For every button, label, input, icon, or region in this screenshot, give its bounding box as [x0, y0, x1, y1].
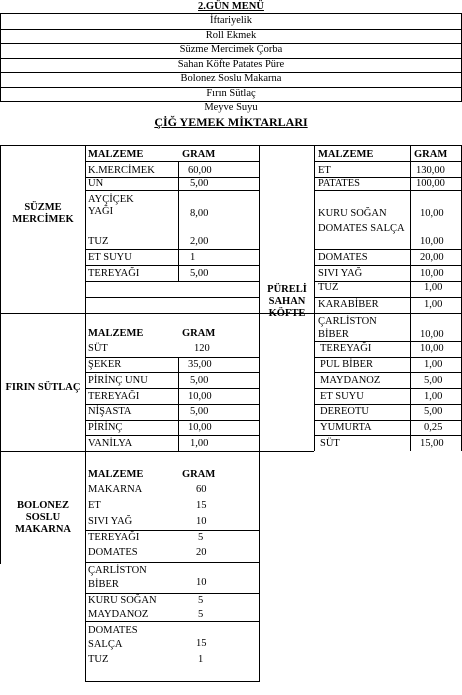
- rule: [85, 281, 259, 282]
- ingredient-cell: SIVI YAĞ: [318, 268, 363, 279]
- gram-cell: 5,00: [190, 406, 209, 417]
- rule: [85, 161, 259, 162]
- gram-cell: 0,25: [424, 422, 443, 433]
- ingredient-cell: DOMATES SALÇA: [318, 223, 405, 234]
- gram-cell: 15: [196, 638, 207, 649]
- gram-cell: 5,00: [190, 375, 209, 386]
- gram-cell: 10,00: [188, 422, 212, 433]
- gram-cell: 120: [194, 343, 210, 354]
- gram-cell: 10: [196, 516, 207, 527]
- ingredient-cell: DEREOTU: [320, 406, 369, 417]
- ingredient-cell: TUZ: [88, 654, 109, 665]
- ingredient-cell: TEREYAĞI: [88, 391, 140, 402]
- gram-cell: 5: [198, 595, 204, 606]
- gram-cell: 10: [196, 577, 207, 588]
- ingredient-cell: UN: [88, 178, 104, 189]
- ingredient-cell: TEREYAĞI: [320, 343, 372, 354]
- gram-cell: 15,00: [420, 438, 444, 449]
- rule: [314, 249, 461, 250]
- gram-cell: 1: [198, 654, 204, 665]
- menu-item: Fırın Sütlaç: [206, 88, 256, 99]
- rule: [314, 420, 461, 421]
- ingredient-cell: TEREYAĞI: [88, 268, 140, 279]
- section-name-firin: FIRIN SÜTLAÇ: [5, 382, 81, 393]
- gram-cell: 8,00: [190, 208, 209, 219]
- rule: [314, 190, 461, 191]
- ingredient-cell: ŞEKER: [88, 359, 122, 370]
- menu-item: Roll Ekmek: [205, 30, 257, 41]
- gram-cell: 5,00: [424, 406, 443, 417]
- rule: [85, 593, 259, 594]
- ingredient-cell: MAKARNA: [88, 484, 143, 495]
- rule: [314, 357, 461, 358]
- ingredient-cell: KARABİBER: [318, 299, 379, 310]
- gram-cell: 10,00: [420, 208, 444, 219]
- rule: [0, 313, 462, 314]
- gram-cell: 100,00: [416, 178, 445, 189]
- rule: [85, 357, 259, 358]
- ingredient-cell: AYÇİÇEK YAĞI: [88, 194, 134, 217]
- rule: [85, 145, 86, 681]
- ingredient-cell: ET: [318, 165, 331, 176]
- ingredient-cell: TEREYAĞI: [88, 532, 140, 543]
- ingredient-cell: KURU SOĞAN: [88, 595, 157, 606]
- ingredient-cell: ÇARLİSTON BİBER: [88, 565, 147, 590]
- menu-item: Meyve Suyu: [204, 102, 258, 113]
- header-gram: GRAM: [182, 469, 216, 480]
- ingredient-cell: PİRİNÇ UNU: [88, 375, 148, 386]
- ingredient-cell: ET SUYU: [88, 252, 132, 263]
- ingredient-cell: MAYDANOZ: [320, 375, 381, 386]
- ingredient-cell: ET: [88, 500, 101, 511]
- ingredient-cell: DOMATES: [88, 547, 138, 558]
- gram-cell: 1,00: [190, 438, 209, 449]
- gram-cell: 10,00: [188, 391, 212, 402]
- ingredient-cell: YUMURTA: [320, 422, 372, 433]
- header-gram: GRAM: [414, 149, 448, 160]
- header-ingredient: MALZEME: [88, 149, 144, 160]
- rule: [85, 420, 259, 421]
- header-ingredient: MALZEME: [318, 149, 374, 160]
- ingredient-cell: KURU SOĞAN: [318, 208, 387, 219]
- ingredient-cell: DOMATES: [318, 252, 368, 263]
- header-gram: GRAM: [182, 328, 216, 339]
- menu-item: Bolonez Soslu Makarna: [180, 73, 282, 84]
- gram-cell: 10,00: [420, 268, 444, 279]
- ingredient-cell: VANİLYA: [88, 438, 133, 449]
- rule: [85, 177, 259, 178]
- ingredient-cell: TUZ: [318, 282, 339, 293]
- rule: [314, 161, 461, 162]
- gram-cell: 60,00: [188, 165, 212, 176]
- rule: [85, 249, 259, 250]
- menu-item: İftariyelik: [210, 15, 252, 26]
- rule: [85, 388, 259, 389]
- rule: [314, 265, 461, 266]
- ingredient-cell: MAYDANOZ: [88, 609, 149, 620]
- header-gram: GRAM: [182, 149, 216, 160]
- gram-cell: 1: [190, 252, 196, 263]
- ingredient-cell: ÇARLİSTON BİBER: [318, 316, 377, 340]
- ingredient-cell: ET SUYU: [320, 391, 364, 402]
- ingredient-cell: TUZ: [88, 236, 109, 247]
- ingredient-cell: PUL BİBER: [320, 359, 373, 370]
- gram-cell: 5: [198, 609, 204, 620]
- gram-cell: 5,00: [190, 178, 209, 189]
- rule: [85, 404, 259, 405]
- rule: [85, 681, 260, 682]
- gram-cell: 35,00: [188, 359, 212, 370]
- gram-cell: 1,00: [424, 391, 443, 402]
- rule: [85, 530, 259, 531]
- gram-cell: 10,00: [420, 236, 444, 247]
- ingredient-cell: NİŞASTA: [88, 406, 132, 417]
- rule: [85, 372, 259, 373]
- rule: [85, 265, 259, 266]
- ingredient-cell: K.MERCİMEK: [88, 165, 155, 176]
- rule: [314, 341, 461, 342]
- rule: [85, 297, 259, 298]
- rule: [314, 372, 461, 373]
- rule: [85, 435, 259, 436]
- gram-cell: 20: [196, 547, 207, 558]
- header-ingredient: MALZEME: [88, 469, 144, 480]
- gram-cell: 2,00: [190, 236, 209, 247]
- ingredient-cell: SIVI YAĞ: [88, 516, 133, 527]
- gram-cell: 15: [196, 500, 207, 511]
- gram-cell: 10,00: [420, 329, 444, 340]
- gram-cell: 5,00: [190, 268, 209, 279]
- rule: [314, 404, 461, 405]
- ingredient-cell: PİRİNÇ: [88, 422, 123, 433]
- section-name-suzme: SÜZME MERCİMEK: [12, 202, 74, 225]
- gram-cell: 5,00: [424, 375, 443, 386]
- gram-cell: 130,00: [416, 165, 445, 176]
- menu-item: Sahan Köfte Patates Püre: [177, 59, 285, 70]
- section-name-kofte: PÜRELİ SAHAN KÖFTE: [267, 284, 307, 319]
- gram-cell: 60: [196, 484, 207, 495]
- rule: [178, 161, 179, 281]
- ingredient-cell: PATATES: [318, 178, 360, 189]
- rule: [85, 621, 259, 622]
- rule: [314, 388, 461, 389]
- gram-cell: 1,00: [424, 299, 443, 310]
- ingredient-cell: DOMATES SALÇA: [88, 625, 138, 650]
- rule: [0, 145, 462, 146]
- ingredient-cell: SÜT: [88, 343, 108, 354]
- rule: [314, 435, 461, 436]
- rule: [314, 297, 461, 298]
- rule: [0, 451, 314, 452]
- menu-item: Süzme Mercimek Çorba: [179, 44, 283, 55]
- gram-cell: 1,00: [424, 282, 443, 293]
- ingredient-cell: SÜT: [320, 438, 340, 449]
- gram-cell: 5: [198, 532, 204, 543]
- rule: [259, 145, 260, 681]
- section-title: ÇİĞ YEMEK MİKTARLARI: [154, 115, 308, 129]
- header-ingredient: MALZEME: [88, 328, 144, 339]
- gram-cell: 1,00: [424, 359, 443, 370]
- rule: [85, 562, 259, 563]
- rule: [85, 190, 259, 191]
- gram-cell: 10,00: [420, 343, 444, 354]
- section-name-bolonez: BOLONEZ SOSLU MAKARNA: [15, 500, 71, 535]
- gram-cell: 20,00: [420, 252, 444, 263]
- menu-title: 2.GÜN MENÜ: [198, 1, 264, 12]
- rule: [0, 145, 1, 564]
